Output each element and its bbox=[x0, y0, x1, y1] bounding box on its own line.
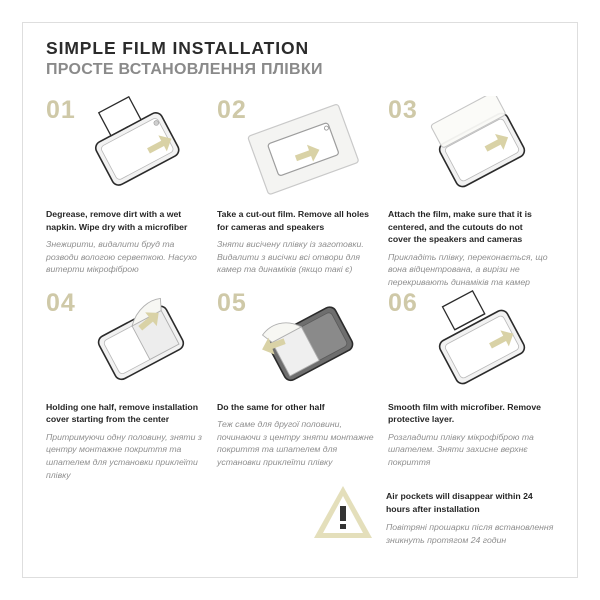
step-text-uk-05: Теж саме для другої половини, починаючи з центру зняти монтажне покриття та шпателем для установки приклеїти плівку bbox=[217, 419, 374, 468]
footer-note bbox=[46, 476, 554, 554]
step-number-05: 05 bbox=[217, 288, 247, 317]
step-text-en-06: Smooth film with microfiber. Remove protective layer. bbox=[388, 401, 542, 425]
step-text-en-02: Take a cut-out film. Remove all holes for cameras and speakers bbox=[217, 209, 369, 232]
warning-exclamation-icon bbox=[312, 482, 374, 542]
page-title-en: SIMPLE FILM INSTALLATION bbox=[46, 38, 310, 58]
header bbox=[46, 38, 554, 80]
poster-content bbox=[46, 38, 554, 562]
step-text-uk-06: Розгладити плівку мікрофіброю та шпателем. Зняти захисне верхнє покриття bbox=[388, 431, 534, 468]
step-number-01: 01 bbox=[46, 96, 76, 124]
step-card-02 bbox=[217, 96, 383, 289]
footer-text-block bbox=[386, 490, 556, 546]
step-text-uk-04: Притримуючи одну половину, зняти з центру монтажне покриття та шпателем для установки приклеїти плівку bbox=[46, 431, 202, 480]
step-text-uk-01: Знежирити, видалити бруд та розводи вологою серветкою. Насухо витерти мікрофіброю bbox=[46, 239, 197, 275]
step-text-en-01: Degrease, remove dirt with a wet napkin. Wipe dry with a microfiber bbox=[46, 209, 188, 232]
step-card-01 bbox=[46, 96, 212, 289]
step-text-en-03: Attach the film, make sure that it is centered, and the cutouts do not cover the speakers and cameras bbox=[388, 209, 532, 245]
page-title-uk: ПРОСТЕ ВСТАНОВЛЕННЯ ПЛІВКИ bbox=[46, 61, 323, 79]
step-number-06: 06 bbox=[388, 288, 418, 317]
step-illustration-05 bbox=[217, 289, 383, 393]
step-text-en-05: Do the same for other half bbox=[217, 401, 325, 412]
step-illustration-04 bbox=[46, 289, 212, 393]
footer-text-uk: Повітряні прошарки після встановлення зникнуть протягом 24 годин bbox=[386, 522, 554, 545]
step-illustration-06 bbox=[388, 289, 554, 393]
step-text-uk-02: Зняти висічену плівку із заготовки. Видалити з висічки всі отвори для камер та динаміків (якщо такі є) bbox=[217, 239, 364, 275]
step-text-uk-03: Прикладіть плівку, переконається, що вона відцентрована, а вирізи не перекривають динаміків та камер bbox=[388, 251, 548, 288]
step-number-04: 04 bbox=[46, 288, 76, 317]
step-card-06 bbox=[388, 289, 554, 482]
footer-text-en: Air pockets will disappear within 24 hours after installation bbox=[386, 491, 533, 514]
step-card-04 bbox=[46, 289, 212, 482]
step-card-03 bbox=[388, 96, 554, 289]
step-card-05 bbox=[217, 289, 383, 482]
step-text-en-04: Holding one half, remove installation cover starting from the center bbox=[46, 401, 199, 425]
step-number-02: 02 bbox=[217, 96, 247, 124]
step-illustration-02 bbox=[217, 96, 383, 200]
step-number-03: 03 bbox=[388, 96, 418, 124]
step-illustration-03 bbox=[388, 96, 554, 200]
steps-grid bbox=[46, 96, 554, 481]
step-illustration-01 bbox=[46, 96, 212, 200]
